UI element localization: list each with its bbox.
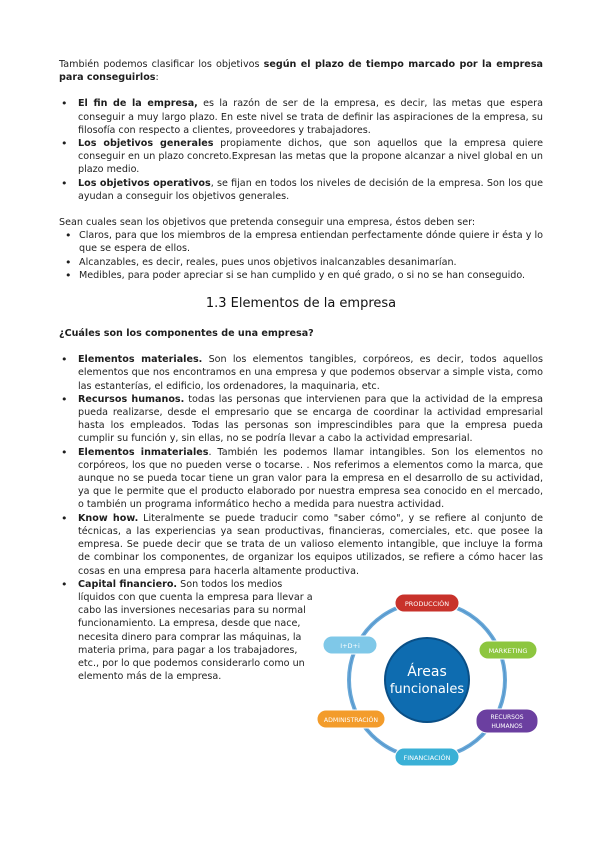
node-administracion [317, 710, 385, 728]
svg-text:HUMANOS: HUMANOS [491, 722, 523, 730]
list-item: • Elementos inmateriales. También les podemos llamar intangibles. Son los elementos no corpóreos, los que no pueden verse o tocarse. . Nos referimos a elementos como la marca, que aunque no se pueda tocar tiene un gran valor para la empresa en el desarrollo de su actividad, ya que le permite que el producto elaborado por nuestra empresa sea conocido en el mercado, o también un programa informático hecho a medida para nuestra actividad. [59, 446, 543, 512]
list-item: • Elementos materiales. Son los elementos tangibles, corpóreos, es decir, todos aquellos elementos que nos encontramos en una empresa y que podemos observar a simple vista, como las estanterías, el edificio, los ordenadores, la maquinaria, etc. [59, 353, 543, 393]
svg-text:RECURSOS: RECURSOS [490, 713, 524, 721]
list-item: • Recursos humanos. todas las personas que intervienen para que la actividad de la empresa pueda realizarse, desde el empresario que se encarga de coordinar la actividad empresarial hasta los empleados. Todas las personas son imprescindibles para que la empresa pueda cumplir su función y, sin ellas, no se podría llevar a cabo la actividad empresarial. [59, 393, 543, 446]
list-item: • Los objetivos generales propiamente dichos, que son aquellos que la empresa quiere conseguir en un plazo concreto.Expresan las metas que la propone alcanzar a nivel global en un plazo medio. [59, 137, 543, 177]
intro-paragraph: También podemos clasificar los objetivos según el plazo de tiempo marcado por la empresa para conseguirlos: [59, 59, 544, 84]
elements-list [59, 353, 543, 577]
node-idi [323, 636, 377, 654]
list-item: • El fin de la empresa, es la razón de ser de la empresa, es decir, las metas que espera conseguir a muy largo plazo. En este nivel se trata de definir las aspiraciones de la empresa, su filosofía con respecto a clientes, proveedores y trabajadores. [59, 97, 543, 137]
diagram-center-subtitle: funcionales [389, 681, 465, 697]
list-item: • Medibles, para poder apreciar si se han cumplido y en qué grado, o si no se han conseguido. [59, 269, 543, 282]
node-recursos-humanos [476, 709, 538, 733]
node-marketing [479, 641, 537, 659]
section-question: ¿Cuáles son los componentes de una empresa? [59, 328, 314, 340]
svg-text:I+D+i: I+D+i [340, 641, 360, 650]
list-item: • Los objetivos operativos, se fijan en todos los niveles de decisión de la empresa. Son los que ayudan a conseguir los objetivos generales. [59, 177, 543, 203]
capital-row [59, 578, 543, 792]
objectives-list [59, 97, 543, 203]
section-title: 1.3 Elementos de la empresa [205, 296, 397, 312]
conditions-list [59, 229, 543, 282]
document-page [59, 58, 543, 792]
diagram-center-title: Áreas [407, 663, 447, 680]
list-item: • Know how. Literalmente se puede traducir como "saber cómo", y se refiere al conjunto de técnicas, a las experiencias ya sean productivas, financieras, comerciales, etc. que posee la empresa. Se puede decir que se trata de un valioso elemento intangible, que incluye la forma de combinar los componentes, de organizar los equipos utilizados, se refiere a cómo hacer las cosas en una empresa para hacerla altamente productiva. [59, 512, 543, 578]
svg-text:PRODUCCIÓN: PRODUCCIÓN [404, 599, 450, 608]
conditions-intro: Sean cuales sean los objetivos que pretenda conseguir una empresa, éstos deben ser: [59, 217, 476, 229]
svg-text:FINANCIACIÓN: FINANCIACIÓN [403, 753, 451, 762]
svg-text:MARKETING: MARKETING [488, 646, 528, 655]
capital-list [59, 578, 314, 684]
node-financiacion [395, 748, 459, 766]
svg-text:ADMINISTRACIÓN: ADMINISTRACIÓN [323, 716, 379, 724]
functional-areas-diagram [311, 572, 543, 792]
list-item: • Capital financiero. Son todos los medios líquidos con que cuenta la empresa para llevar a cabo las inversiones necesarias para su normal funcionamiento. La empresa, desde que nace, necesita dinero para comprar las máquinas, la materia prima, para pagar a los trabajadores, etc., por lo que podemos considerarlo como un elemento más de la empresa. [59, 578, 314, 684]
list-item: • Alcanzables, es decir, reales, pues unos objetivos inalcanzables desanimarían. [59, 256, 543, 269]
list-item: • Claros, para que los miembros de la empresa entiendan perfectamente dónde quiere ir ésta y lo que se espera de ellos. [59, 229, 543, 255]
capital-column [59, 578, 314, 684]
node-produccion [395, 594, 459, 612]
